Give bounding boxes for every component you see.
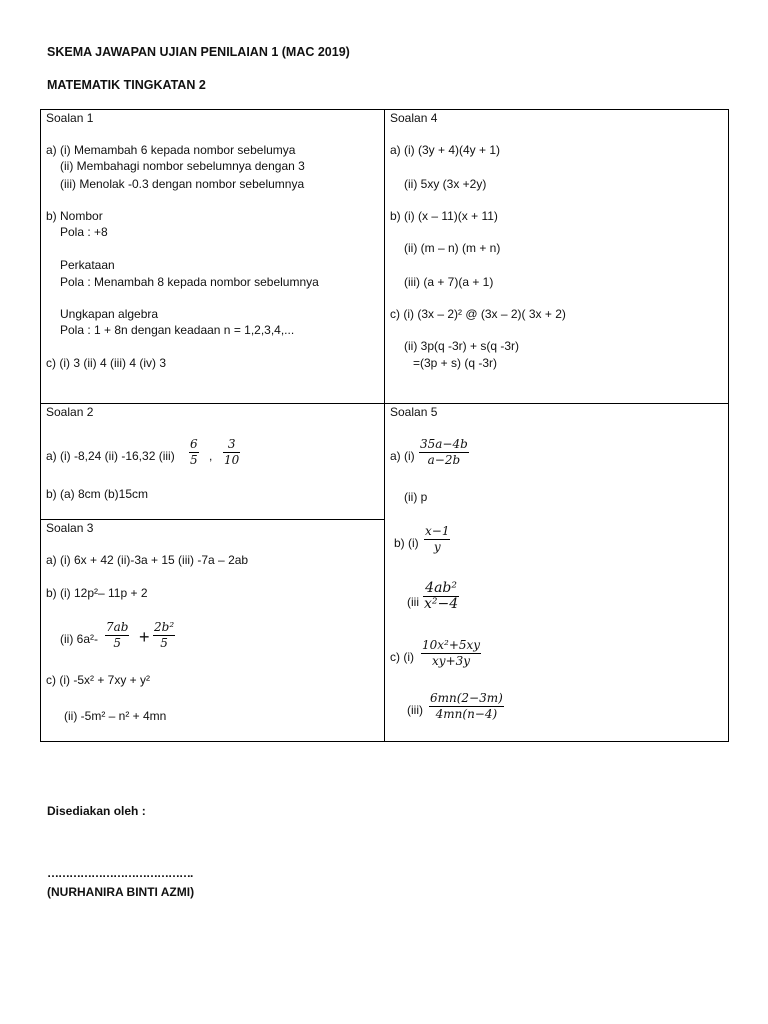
table-column-divider bbox=[384, 109, 385, 742]
soalan-2-heading: Soalan 2 bbox=[46, 405, 94, 419]
fraction-denominator: 5 bbox=[113, 636, 122, 650]
fraction-numerator: 10x²+5xy bbox=[422, 638, 481, 652]
fraction-denominator: 5 bbox=[160, 636, 168, 650]
fraction-denominator: y bbox=[433, 540, 441, 554]
fraction-numerator: 4ab² bbox=[423, 581, 459, 597]
fraction-denominator: xy+3y bbox=[432, 654, 471, 668]
soalan-1-c: c) (i) 3 (ii) 4 (iii) 4 (iv) 3 bbox=[46, 356, 166, 370]
soalan-5-c-iii-prefix: (iii) bbox=[407, 703, 423, 717]
soalan-2-fraction-2 bbox=[223, 437, 240, 468]
soalan-2-a-prefix: a) (i) -8,24 (ii) -16,32 (iii) bbox=[46, 449, 175, 463]
soalan-3-b-ii-prefix: (ii) 6a²- bbox=[60, 632, 98, 646]
soalan-1-b-pola-3: Pola : 1 + 8n dengan keadaan n = 1,2,3,4,... bbox=[60, 323, 295, 337]
preparer-name: (NURHANIRA BINTI AZMI) bbox=[47, 885, 195, 899]
soalan-4-a-ii: (ii) 5xy (3x +2y) bbox=[404, 177, 487, 191]
fraction-numerator: 35a−4b bbox=[420, 437, 468, 451]
soalan-4-c-ii-result: =(3p + s) (q -3r) bbox=[413, 356, 498, 370]
fraction-numerator: 3 bbox=[223, 437, 240, 453]
fraction-numerator: 6 bbox=[190, 437, 198, 451]
fraction-denominator: 10 bbox=[224, 453, 240, 467]
soalan-4-c-i: c) (i) (3x – 2)² @ (3x – 2)( 3x + 2) bbox=[390, 307, 566, 321]
prepared-by-label: Disediakan oleh : bbox=[47, 804, 146, 818]
fraction-numerator: x−1 bbox=[425, 524, 450, 538]
soalan-3-heading: Soalan 3 bbox=[46, 521, 94, 535]
fraction-denominator: 4mn(n−4) bbox=[435, 707, 498, 721]
soalan-2-comma: , bbox=[209, 449, 213, 463]
soalan-3-a: a) (i) 6x + 42 (ii)-3a + 15 (iii) -7a – 2ab bbox=[46, 553, 249, 567]
table-left-subdivider bbox=[40, 519, 385, 520]
soalan-3-c-i: c) (i) -5x² + 7xy + y² bbox=[46, 673, 151, 687]
soalan-3-b-ii-plus: + bbox=[139, 627, 150, 647]
soalan-5-c-i-prefix: c) (i) bbox=[390, 650, 414, 664]
fraction-numerator: 7ab bbox=[106, 620, 129, 634]
soalan-5-b-iii-prefix: (iii bbox=[407, 595, 419, 609]
fraction-denominator: a−2b bbox=[427, 453, 461, 467]
fraction-numerator: 2b² bbox=[154, 620, 175, 634]
soalan-5-a-ii: (ii) p bbox=[404, 490, 428, 504]
fraction-denominator: x²−4 bbox=[424, 596, 459, 612]
document-subject: MATEMATIK TINGKATAN 2 bbox=[47, 78, 206, 92]
soalan-4-c-ii: (ii) 3p(q -3r) + s(q -3r) bbox=[404, 339, 520, 353]
soalan-5-a-i-prefix: a) (i) bbox=[390, 449, 415, 463]
fraction-numerator: 6mn(2−3m) bbox=[430, 691, 503, 705]
soalan-5-c-i-fraction bbox=[421, 638, 481, 669]
soalan-2-fraction-1 bbox=[189, 437, 199, 468]
signature-line: …………………………………. bbox=[47, 866, 193, 880]
soalan-1-b-ungkapan: Ungkapan algebra bbox=[60, 307, 159, 321]
soalan-1-heading: Soalan 1 bbox=[46, 111, 94, 125]
soalan-3-b-i: b) (i) 12p²– 11p + 2 bbox=[46, 586, 148, 600]
table-row-divider bbox=[40, 403, 729, 404]
soalan-4-b-ii: (ii) (m – n) (m + n) bbox=[404, 241, 501, 255]
soalan-3-b-ii-fraction-1 bbox=[105, 620, 129, 651]
soalan-5-b-i-fraction bbox=[424, 524, 450, 555]
soalan-1-a-i: a) (i) Memambah 6 kepada nombor sebelumya bbox=[46, 143, 296, 157]
soalan-4-heading: Soalan 4 bbox=[390, 111, 438, 125]
soalan-1-b-pola-2: Pola : Menambah 8 kepada nombor sebelumnya bbox=[60, 275, 319, 289]
soalan-1-b-pola-1: Pola : +8 bbox=[60, 225, 108, 239]
fraction-denominator: 5 bbox=[190, 453, 198, 467]
soalan-1-a-iii: (iii) Menolak -0.3 dengan nombor sebelumnya bbox=[60, 177, 305, 191]
soalan-1-b-perkataan: Perkataan bbox=[60, 258, 115, 272]
soalan-3-b-ii-fraction-2 bbox=[153, 620, 175, 651]
soalan-5-a-i-fraction bbox=[419, 437, 469, 468]
soalan-5-c-iii-fraction bbox=[429, 691, 504, 722]
soalan-2-b: b) (a) 8cm (b)15cm bbox=[46, 487, 149, 501]
soalan-4-b-i: b) (i) (x – 11)(x + 11) bbox=[390, 209, 498, 223]
soalan-3-c-ii: (ii) -5m² – n² + 4mn bbox=[64, 709, 167, 723]
soalan-1-a-ii: (ii) Membahagi nombor sebelumnya dengan 3 bbox=[60, 159, 305, 173]
soalan-4-a-i: a) (i) (3y + 4)(4y + 1) bbox=[390, 143, 501, 157]
soalan-5-b-iii-fraction bbox=[423, 581, 459, 612]
soalan-5-heading: Soalan 5 bbox=[390, 405, 438, 419]
soalan-5-b-i-prefix: b) (i) bbox=[394, 536, 419, 550]
document-title: SKEMA JAWAPAN UJIAN PENILAIAN 1 (MAC 2019) bbox=[47, 45, 350, 59]
soalan-4-b-iii: (iii) (a + 7)(a + 1) bbox=[404, 275, 494, 289]
soalan-1-b-nombor: b) Nombor bbox=[46, 209, 103, 223]
